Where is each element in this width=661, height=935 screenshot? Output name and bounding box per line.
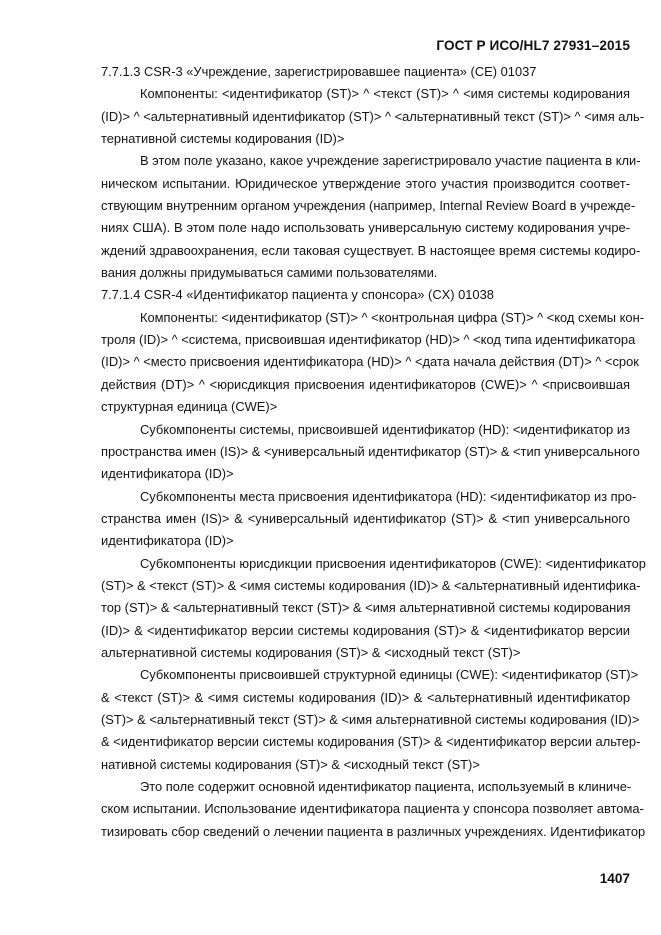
text-line: (ID)> ^ <альтернативный идентификатор (ST)> ^ <альтернативный текст (ST)> ^ <имя аль-	[101, 108, 645, 124]
standard-header: ГОСТ Р ИСО/HL7 27931–2015	[436, 38, 630, 53]
text-line: пространства имен (IS)> & <универсальный идентификатор (ST)> & <тип универсального	[101, 443, 640, 459]
text-line: (ID)> ^ <место присвоения идентификатора (HD)> ^ <дата начала действия (DT)> ^ <срок	[101, 354, 639, 370]
text-line: нативной системы кодирования (ST)> & <исходный текст (ST)>	[101, 756, 480, 772]
paragraph-subcomponents-assigning-facility	[62, 486, 637, 553]
text-line: структурная единица (CWE)>	[101, 399, 278, 415]
text-line: Субкомпоненты присвоившей структурной единицы (CWE): <идентификатор (ST)>	[140, 667, 639, 683]
text-line: альтернативной системы кодирования (ST)> & <исходный текст (ST)>	[101, 644, 521, 660]
text-line: ствующим внутренним органом учреждения (например, Internal Review Board в учрежде-	[101, 198, 636, 214]
text-line: троля (ID)> ^ <система, присвоившая идентификатор (HD)> ^ <код типа идентификатора	[101, 332, 636, 348]
text-line: Компоненты: <идентификатор (ST)> ^ <контрольная цифра (ST)> ^ <код схемы кон-	[140, 309, 645, 325]
section-heading-csr3: 7.7.1.3 CSR-3 «Учреждение, зарегистрировавшее пациента» (CE) 01037	[101, 64, 537, 79]
text-line: Это поле содержит основной идентификатор пациента, используемый в клиниче-	[140, 779, 632, 794]
text-line: тор (ST)> & <альтернативный текст (ST)> & <имя альтернативной системы кодирования	[101, 600, 631, 616]
text-line: Субкомпоненты юрисдикции присвоения идентификаторов (CWE): <идентификатор	[140, 555, 646, 571]
paragraph-csr4-description	[62, 776, 646, 843]
paragraph-csr3-description	[62, 150, 641, 284]
text-line: Субкомпоненты места присвоения идентификатора (HD): <идентификатор из про-	[140, 488, 637, 504]
text-line: & <идентификатор версии системы кодирования (ST)> & <идентификатор версии альтер-	[101, 734, 641, 750]
text-line: (ST)> & <текст (ST)> & <имя системы кодирования (ID)> & <альтернативный идентифика-	[101, 577, 641, 593]
paragraph-subcomponents-department	[62, 664, 641, 776]
text-line: идентификатора (ID)>	[101, 533, 234, 549]
text-line: странства имен (IS)> & <универсальный идентификатор (ST)> & <тип универсального	[101, 510, 630, 526]
text-line: (ID)> & <идентификатор версии системы кодирования (ST)> & <идентификатор версии	[101, 622, 630, 638]
text-line: действия (DT)> ^ <юрисдикция присвоения идентификаторов (CWE)> ^ <присвоившая	[101, 376, 630, 392]
text-line: тизировать сбор сведений о лечении пациента в различных учреждениях. Идентификатор	[101, 823, 646, 839]
text-line: ническом испытании. Юридическое утверждение этого участия производится соответ-	[101, 175, 630, 191]
text-line: вания должны придумываться самими пользователями.	[101, 265, 438, 281]
paragraph-subcomponents-jurisdiction	[62, 553, 646, 665]
section-heading-csr4: 7.7.1.4 CSR-4 «Идентификатор пациента у спонсора» (CX) 01038	[101, 287, 494, 303]
text-line: тернативной системы кодирования (ID)>	[101, 131, 345, 147]
paragraph-subcomponents-assigning-authority	[62, 419, 640, 486]
text-line: (ST)> & <альтернативный текст (ST)> & <имя альтернативной системы кодирования (ID)>	[101, 711, 640, 727]
paragraph-csr4-components	[62, 307, 645, 419]
text-line: идентификатора (ID)>	[101, 466, 234, 482]
text-line: ском испытании. Использование идентификатора пациента у спонсора позволяет автома-	[101, 801, 644, 817]
text-line: & <текст (ST)> & <имя системы кодирования (ID)> & <альтернативный идентификатор	[101, 689, 630, 705]
body-text	[62, 61, 646, 843]
text-line: ниях США). В этом поле надо использовать универсальную систему кодирования учре-	[101, 220, 630, 236]
text-line: Компоненты: <идентификатор (ST)> ^ <текст (ST)> ^ <имя системы кодирования	[140, 86, 630, 102]
text-line: В этом поле указано, какое учреждение зарегистрировало участие пациента в кли-	[140, 153, 641, 169]
text-line: Субкомпоненты системы, присвоившей идентификатор (HD): <идентификатор из	[140, 421, 630, 437]
paragraph-csr3-components	[62, 83, 645, 150]
text-line: ждений здравоохранения, если таковая существует. В настоящее время системы кодиро-	[101, 242, 641, 258]
page-number: 1407	[599, 871, 630, 886]
